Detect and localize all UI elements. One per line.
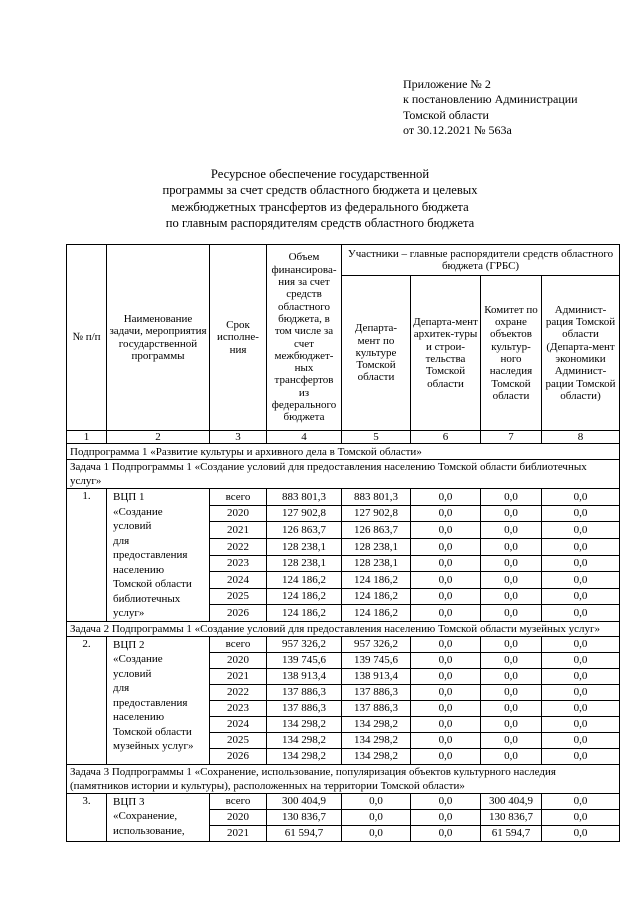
task-title: Задача 3 Подпрограммы 1 «Сохранение, использование, популяризация объектов культурного наследия (памятников истории и культуры), расположенных на территории Томской области» (67, 764, 620, 793)
cell-term: 2026 (210, 748, 267, 764)
cell-g4: 0,0 (542, 825, 620, 841)
cell-g4: 0,0 (542, 716, 620, 732)
cell-g1: 134 298,2 (342, 748, 411, 764)
cell-g4: 0,0 (542, 732, 620, 748)
header-grbs-group: Участники – главные распорядители средств областного бюджета (ГРБС) (342, 245, 620, 276)
cell-v: 127 902,8 (267, 505, 342, 522)
cell-g1: 957 326,2 (342, 636, 411, 652)
program-name-line: для (113, 534, 130, 547)
cell-v: 128 238,1 (267, 555, 342, 572)
col-number: 3 (210, 431, 267, 444)
cell-v: 883 801,3 (267, 489, 342, 506)
cell-g2: 0,0 (411, 825, 481, 841)
cell-term: 2021 (210, 522, 267, 539)
cell-g4: 0,0 (542, 748, 620, 764)
task-index: 1. (67, 489, 107, 622)
cell-g3: 0,0 (481, 700, 542, 716)
program-name-line: населению (113, 563, 165, 576)
cell-g3: 0,0 (481, 716, 542, 732)
cell-g1: 0,0 (342, 793, 411, 809)
program-name-line: населению (113, 711, 165, 724)
cell-g3: 300 404,9 (481, 793, 542, 809)
cell-v: 124 186,2 (267, 572, 342, 589)
cell-v: 130 836,7 (267, 809, 342, 825)
cell-term: 2022 (210, 684, 267, 700)
subprogram-title: Подпрограмма 1 «Развитие культуры и архивного дела в Томской области» (67, 444, 620, 460)
subprogram-row (67, 444, 620, 460)
column-number-row (67, 431, 620, 444)
cell-v: 124 186,2 (267, 605, 342, 622)
program-name-line: для (113, 682, 130, 695)
document-title (60, 166, 580, 231)
cell-g1: 127 902,8 (342, 505, 411, 522)
cell-g4: 0,0 (542, 538, 620, 555)
program-name-line: условий (113, 520, 152, 533)
cell-v: 124 186,2 (267, 588, 342, 605)
cell-g1: 0,0 (342, 809, 411, 825)
cell-g2: 0,0 (411, 652, 481, 668)
cell-g4: 0,0 (542, 605, 620, 622)
cell-g1: 134 298,2 (342, 732, 411, 748)
header-row (67, 245, 620, 276)
cell-g4: 0,0 (542, 684, 620, 700)
cell-g4: 0,0 (542, 668, 620, 684)
program-name-line: «Сохранение, (113, 810, 178, 823)
cell-g3: 0,0 (481, 732, 542, 748)
cell-g1: 124 186,2 (342, 572, 411, 589)
task-program-name (107, 636, 210, 764)
program-name-line: ВЦП 1 (113, 491, 145, 504)
cell-v: 134 298,2 (267, 748, 342, 764)
cell-g2: 0,0 (411, 605, 481, 622)
task-title-row (67, 764, 620, 793)
header-grbs-architecture: Департа-мент архитек-туры и строи-тельства Томской области (411, 276, 481, 431)
cell-term: 2023 (210, 700, 267, 716)
cell-g1: 128 238,1 (342, 555, 411, 572)
cell-g4: 0,0 (542, 489, 620, 506)
cell-g2: 0,0 (411, 684, 481, 700)
cell-g4: 0,0 (542, 588, 620, 605)
cell-g4: 0,0 (542, 522, 620, 539)
cell-term: 2024 (210, 572, 267, 589)
cell-g1: 883 801,3 (342, 489, 411, 506)
cell-g3: 0,0 (481, 668, 542, 684)
cell-g4: 0,0 (542, 555, 620, 572)
header-volume: Объем финансирова-ния за счет средств областного бюджета, в том числе за счет межбюджет-ных трансфертов из федерального бюджета (267, 245, 342, 431)
cell-v: 957 326,2 (267, 636, 342, 652)
cell-term: 2022 (210, 538, 267, 555)
cell-g3: 0,0 (481, 636, 542, 652)
appendix-line: Приложение № 2 (403, 77, 491, 91)
cell-v: 300 404,9 (267, 793, 342, 809)
cell-term: 2021 (210, 668, 267, 684)
cell-g4: 0,0 (542, 793, 620, 809)
cell-term: 2024 (210, 716, 267, 732)
col-number: 5 (342, 431, 411, 444)
cell-g2: 0,0 (411, 732, 481, 748)
cell-v: 134 298,2 (267, 716, 342, 732)
table-row (67, 636, 620, 652)
program-name-line: библиотечных (113, 592, 181, 605)
cell-v: 61 594,7 (267, 825, 342, 841)
task-title-row (67, 460, 620, 489)
cell-g2: 0,0 (411, 505, 481, 522)
cell-g2: 0,0 (411, 572, 481, 589)
cell-g4: 0,0 (542, 572, 620, 589)
cell-g3: 0,0 (481, 538, 542, 555)
task-index: 2. (67, 636, 107, 764)
cell-g3: 0,0 (481, 505, 542, 522)
cell-g1: 134 298,2 (342, 716, 411, 732)
header-term: Срок исполне-ния (210, 245, 267, 431)
appendix-line: от 30.12.2021 № 563а (403, 122, 512, 137)
program-name-line: «Создание (113, 505, 163, 518)
title-line: Ресурсное обеспечение государственной (210, 167, 430, 181)
cell-g1: 124 186,2 (342, 588, 411, 605)
cell-g1: 128 238,1 (342, 538, 411, 555)
resource-table (66, 244, 620, 842)
cell-term: всего (210, 636, 267, 652)
cell-g2: 0,0 (411, 588, 481, 605)
cell-g1: 139 745,6 (342, 652, 411, 668)
cell-term: 2025 (210, 588, 267, 605)
cell-g1: 138 913,4 (342, 668, 411, 684)
cell-g2: 0,0 (411, 489, 481, 506)
col-number: 2 (107, 431, 210, 444)
appendix-line: Томской области (403, 107, 489, 122)
program-name-line: музейных услуг» (113, 740, 194, 753)
program-name-line: Томской области (113, 578, 192, 591)
cell-g2: 0,0 (411, 748, 481, 764)
col-number: 7 (481, 431, 542, 444)
cell-term: всего (210, 489, 267, 506)
cell-v: 139 745,6 (267, 652, 342, 668)
cell-v: 128 238,1 (267, 538, 342, 555)
header-grbs-heritage: Комитет по охране объектов культур-ного наследия Томской области (481, 276, 542, 431)
cell-term: 2020 (210, 809, 267, 825)
col-number: 6 (411, 431, 481, 444)
cell-v: 134 298,2 (267, 732, 342, 748)
cell-g1: 126 863,7 (342, 522, 411, 539)
title-line: межбюджетных трансфертов из федерального бюджета (171, 199, 469, 214)
task-program-name (107, 489, 210, 622)
cell-g3: 0,0 (481, 555, 542, 572)
cell-g2: 0,0 (411, 555, 481, 572)
appendix-line: к постановлению Администрации (403, 92, 578, 107)
cell-g3: 0,0 (481, 588, 542, 605)
cell-g3: 61 594,7 (481, 825, 542, 841)
cell-term: 2020 (210, 652, 267, 668)
task-index: 3. (67, 793, 107, 841)
cell-term: 2023 (210, 555, 267, 572)
col-number: 8 (542, 431, 620, 444)
program-name-line: ВЦП 3 (113, 795, 145, 808)
cell-g3: 0,0 (481, 748, 542, 764)
cell-g2: 0,0 (411, 668, 481, 684)
cell-g4: 0,0 (542, 636, 620, 652)
task-title: Задача 1 Подпрограммы 1 «Создание условий для предоставления населению Томской области библиотечных услуг» (67, 460, 620, 489)
cell-g4: 0,0 (542, 652, 620, 668)
cell-g2: 0,0 (411, 522, 481, 539)
cell-term: всего (210, 793, 267, 809)
program-name-line: предоставления (113, 549, 188, 562)
appendix-note (403, 77, 633, 138)
cell-g2: 0,0 (411, 538, 481, 555)
cell-v: 137 886,3 (267, 700, 342, 716)
cell-g4: 0,0 (542, 809, 620, 825)
cell-term: 2026 (210, 605, 267, 622)
cell-g2: 0,0 (411, 716, 481, 732)
cell-g3: 0,0 (481, 652, 542, 668)
cell-g3: 0,0 (481, 572, 542, 589)
header-name: Наименование задачи, мероприятия государственной программы (107, 245, 210, 431)
cell-term: 2025 (210, 732, 267, 748)
cell-v: 126 863,7 (267, 522, 342, 539)
cell-v: 137 886,3 (267, 684, 342, 700)
table-row (67, 489, 620, 506)
cell-g1: 137 886,3 (342, 700, 411, 716)
cell-g2: 0,0 (411, 809, 481, 825)
cell-g1: 0,0 (342, 825, 411, 841)
title-line: программы за счет средств областного бюджета и целевых (162, 183, 478, 198)
title-line: по главным распорядителям средств областного бюджета (165, 215, 475, 230)
cell-g1: 137 886,3 (342, 684, 411, 700)
cell-g3: 0,0 (481, 489, 542, 506)
task-title: Задача 2 Подпрограммы 1 «Создание условий для предоставления населению Томской области музейных услуг» (67, 621, 620, 636)
cell-g3: 0,0 (481, 605, 542, 622)
cell-v: 138 913,4 (267, 668, 342, 684)
cell-g3: 0,0 (481, 522, 542, 539)
cell-g4: 0,0 (542, 700, 620, 716)
cell-g3: 130 836,7 (481, 809, 542, 825)
program-name-line: условий (113, 667, 152, 680)
program-name-line: Томской области (113, 725, 192, 738)
program-name-line: использование, (113, 824, 185, 837)
task-program-name (107, 793, 210, 841)
program-name-line: ВЦП 2 (113, 638, 145, 651)
program-name-line: предоставления (113, 696, 188, 709)
cell-g3: 0,0 (481, 684, 542, 700)
col-number: 4 (267, 431, 342, 444)
cell-term: 2020 (210, 505, 267, 522)
header-grbs-culture: Департа-мент по культуре Томской области (342, 276, 411, 431)
cell-g1: 124 186,2 (342, 605, 411, 622)
cell-g4: 0,0 (542, 505, 620, 522)
cell-g2: 0,0 (411, 793, 481, 809)
program-name-line: услуг» (113, 607, 145, 620)
task-title-row (67, 621, 620, 636)
table-row (67, 793, 620, 809)
header-num: № п/п (67, 245, 107, 431)
col-number: 1 (67, 431, 107, 444)
cell-term: 2021 (210, 825, 267, 841)
program-name-line: «Создание (113, 653, 163, 666)
cell-g2: 0,0 (411, 636, 481, 652)
header-grbs-administration: Админист-рация Томской области (Департа-мент экономики Админист-рации Томской области) (542, 276, 620, 431)
cell-g2: 0,0 (411, 700, 481, 716)
